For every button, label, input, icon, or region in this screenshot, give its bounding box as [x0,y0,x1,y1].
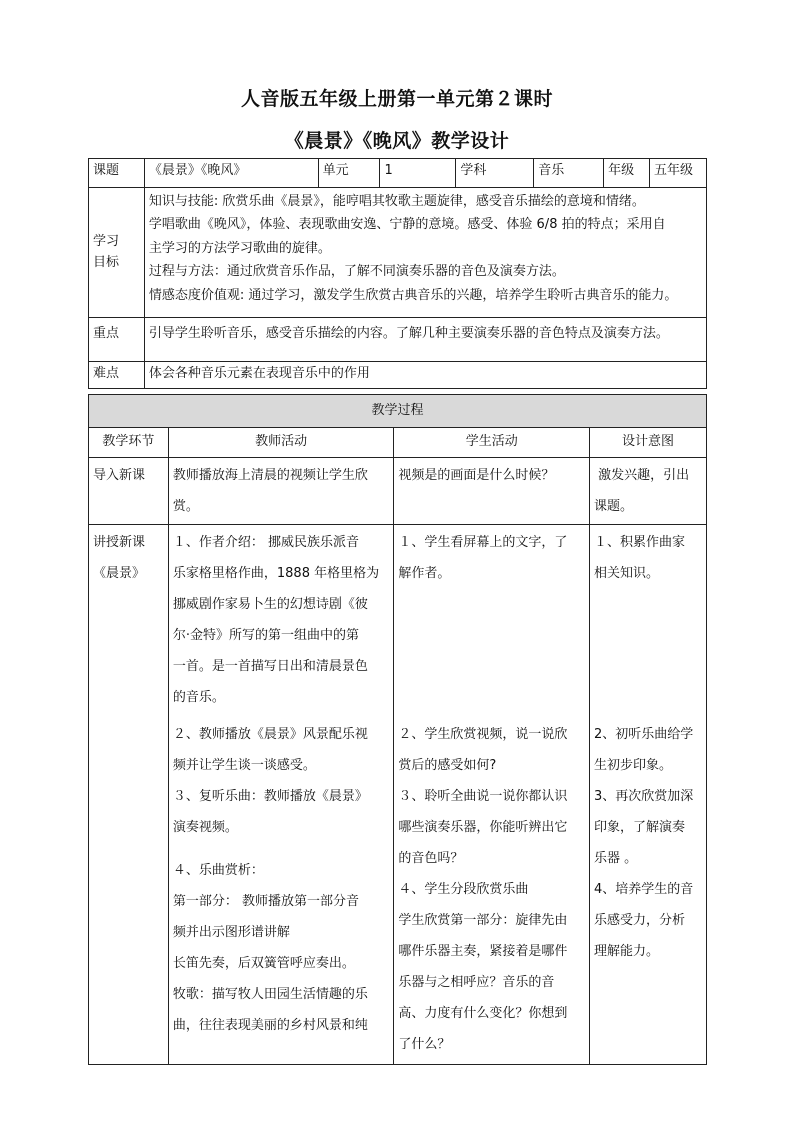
key-points-row [89,318,707,362]
objectives-row [89,188,707,318]
grade-label: 年级 [604,159,650,188]
subject-label: 学科 [456,159,534,188]
difficult-points-text: 体会各种音乐元素在表现音乐中的作用 [144,362,706,389]
grade-value: 五年级 [650,159,707,188]
column-stage: 教学环节 [89,428,169,458]
difficult-points-row [89,362,707,389]
main-student: １、学生看屏幕上的文字，了 解作者。 ２、学生欣赏视频，说一说欣 赏后的感受如何? ３、聆听全曲说一说你都认识 哪些演奏乐器，你能听辨出它 的音色吗？ ４、学生分段欣赏乐曲 学生欣赏第一部分：旋律先由 哪件乐器主奏，紧接着是哪件 乐器与之相呼应？音乐的音 高、力度有什么变化？你想到 了什么？ [394,525,590,1065]
topic-value: 《晨景》《晚风》 [144,159,318,188]
key-points-text: 引导学生聆听音乐，感受音乐描绘的内容。了解几种主要演奏乐器的音色特点及演奏方法。 [144,318,706,362]
intro-teacher: 教师播放海上清晨的视频让学生欣 赏。 [168,458,394,525]
info-table [88,158,707,389]
document-title: 人音版五年级上册第一单元第２课时 [240,88,553,110]
info-row [89,159,707,188]
unit-value: 1 [380,159,456,188]
process-header-row [89,395,707,428]
topic-label: 课题 [89,159,145,188]
intro-stage: 导入新课 [89,458,169,525]
intro-student: 视频是的画面是什么时候？ [394,458,590,525]
process-header: 教学过程 [89,395,707,428]
main-intent: １、积累作曲家 相关知识。 2、初听乐曲给学 生初步印象。 3、再次欣赏加深 印象，了解演奏 乐器 。 4、培养学生的音 乐感受力，分析 理解能力。 [590,525,707,1065]
document-subtitle: 《晨景》《晚风》教学设计 [284,130,510,152]
objectives-content: 知识与技能: 欣赏乐曲《晨景》，能哼唱其牧歌主题旋律，感受音乐描绘的意境和情绪。 学唱歌曲《晚风》，体验、表现歌曲安逸、宁静的意境。感受、体验 6/8 拍的特点；采用自 主学习的方法学习歌曲的旋律。 过程与方法：通过欣赏音乐作品，了解不同演奏乐器的音色及演奏方法。 情感态度价值观: 通过学习，激发学生欣赏古典音乐的兴趣，培养学生聆听古典音乐的能力。 [144,188,706,318]
main-stage: 讲授新课 《晨景》 [89,525,169,1065]
main-row [89,525,707,1065]
intro-row [89,458,707,525]
key-points-label: 重点 [89,318,145,362]
subject-value: 音乐 [534,159,604,188]
process-columns-row [89,428,707,458]
intro-intent: 激发兴趣，引出 课题。 [590,458,707,525]
process-table [88,394,707,1065]
main-teacher: １、作者介绍： 挪威民族乐派音 乐家格里格作曲，1888 年格里格为 挪威剧作家易卜生的幻想诗剧《彼 尔·金特》所写的第一组曲中的第 一首。是一首描写日出和清晨景色 的音乐。 ２、教师播放《晨景》风景配乐视 频并让学生谈一谈感受。 ３、复听乐曲：教师播放《晨景》 演奏视频。 ４、乐曲赏析： 第一部分： 教师播放第一部分音 频并出示图形谱讲解 长笛先奏，后双簧管呼应奏出。 牧歌：描写牧人田园生活情趣的乐 曲，往往表现美丽的乡村风景和纯 [168,525,394,1065]
column-teacher: 教师活动 [168,428,394,458]
difficult-points-label: 难点 [89,362,145,389]
unit-label: 单元 [318,159,380,188]
column-student: 学生活动 [394,428,590,458]
column-intent: 设计意图 [590,428,707,458]
objectives-label: 学习 目标 [89,188,145,318]
